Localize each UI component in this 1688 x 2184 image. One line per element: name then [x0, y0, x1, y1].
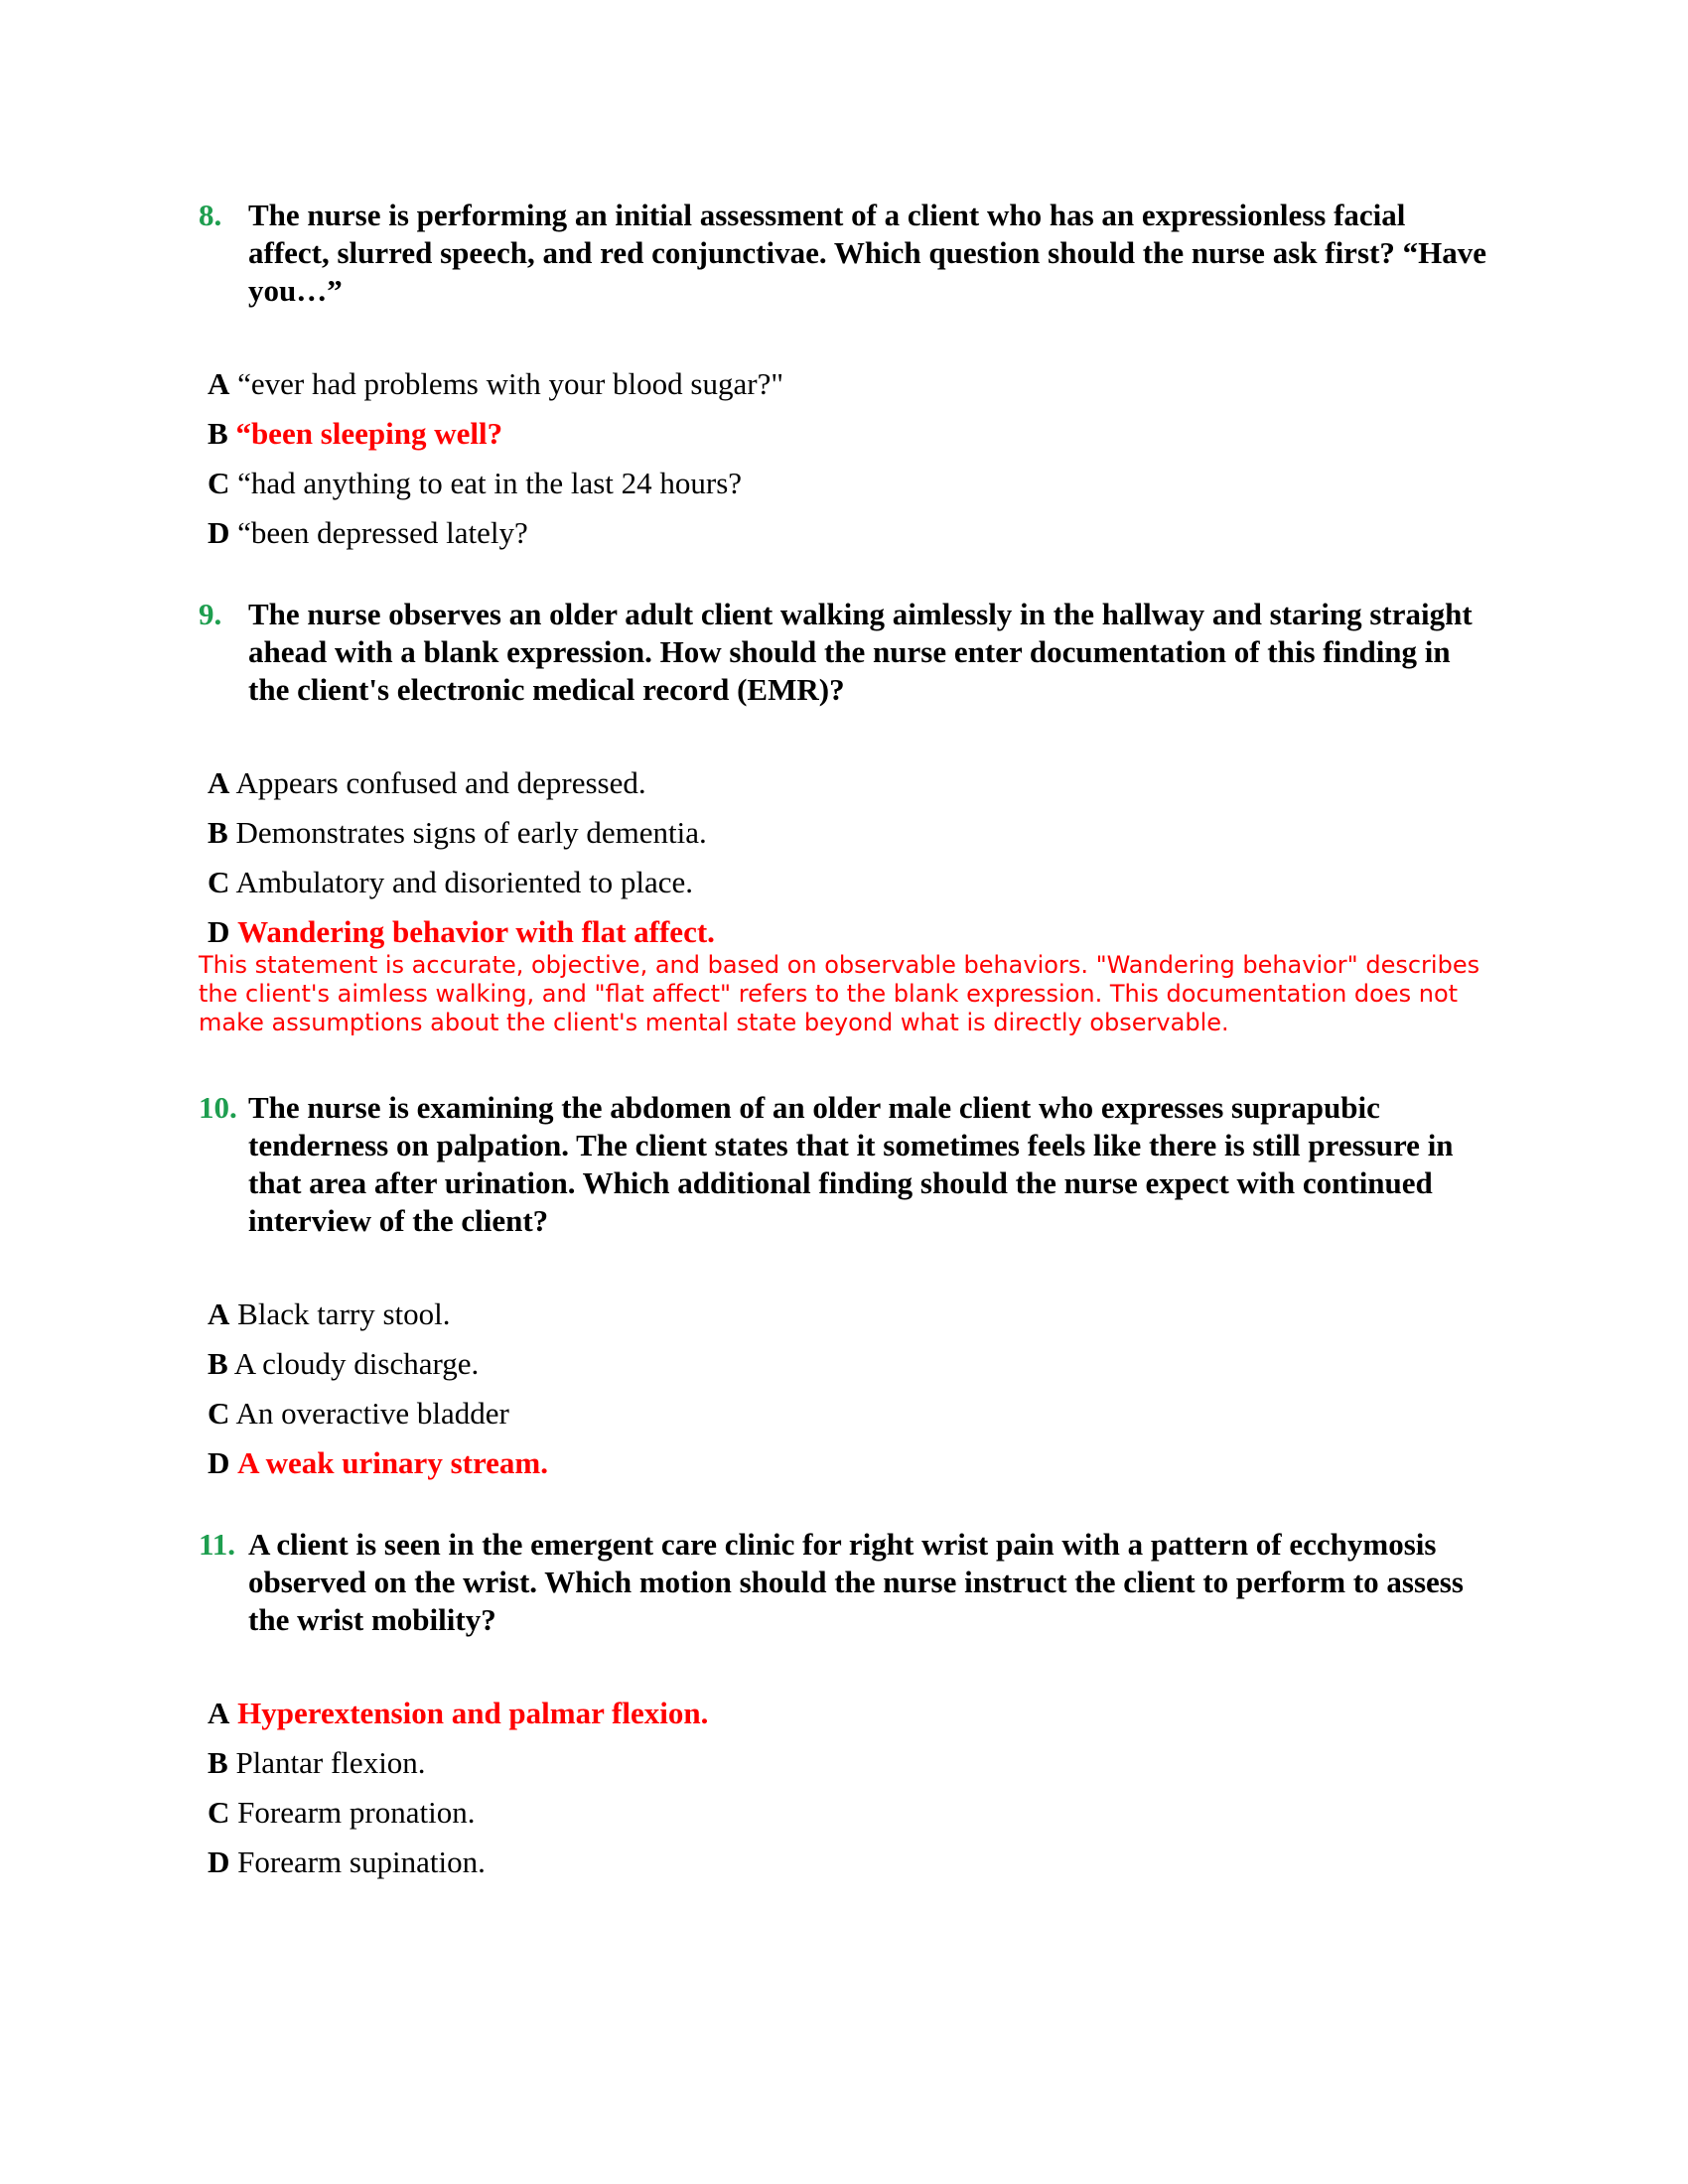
question-9 [199, 596, 1489, 1037]
option-letter: B [208, 416, 228, 451]
answer-options [199, 758, 1489, 957]
question-text: A client is seen in the emergent care clinic for right wrist pain with a pattern of ecchymosis observed on the wrist. Which motion should the nurse instruct the client to perform to assess the wrist mobility? [248, 1527, 1464, 1637]
question-number: 11. [199, 1527, 236, 1562]
question-11 [199, 1526, 1489, 1887]
option-letter: A [208, 1297, 230, 1331]
option-text: An overactive bladder [235, 1396, 509, 1431]
option-c [208, 1389, 1489, 1438]
option-text: Appears confused and depressed. [235, 765, 646, 800]
option-letter: D [208, 914, 230, 949]
option-text: “been sleeping well? [235, 416, 503, 451]
question-stem [199, 1089, 1489, 1240]
option-letter: A [208, 1696, 230, 1730]
option-letter: B [208, 1346, 228, 1381]
option-c [208, 459, 1489, 508]
option-b [208, 808, 1489, 858]
option-a-correct [208, 1689, 1489, 1738]
option-text: “had anything to eat in the last 24 hours? [237, 466, 743, 500]
option-a [208, 1290, 1489, 1339]
option-text: Wandering behavior with flat affect. [237, 914, 715, 949]
answer-options [199, 1689, 1489, 1887]
option-letter: D [208, 1844, 230, 1879]
option-d-correct [208, 1438, 1489, 1488]
option-letter: B [208, 815, 228, 850]
option-letter: A [208, 765, 230, 800]
option-letter: B [208, 1745, 228, 1780]
option-text: “been depressed lately? [237, 515, 528, 550]
option-a [208, 359, 1489, 409]
option-letter: A [208, 366, 230, 401]
question-number: 10. [199, 1090, 237, 1125]
answer-options [199, 359, 1489, 558]
option-letter: D [208, 1445, 230, 1480]
question-stem [199, 596, 1489, 709]
option-letter: C [208, 1795, 230, 1830]
option-b-correct [208, 409, 1489, 459]
option-d-correct [208, 907, 1489, 957]
question-text: The nurse is performing an initial assessment of a client who has an expressionless facial affect, slurred speech, and red conjunctivae. Which question should the nurse ask first? “Have you…” [248, 198, 1486, 308]
option-text: Black tarry stool. [237, 1297, 451, 1331]
option-b [208, 1738, 1489, 1788]
option-text: A cloudy discharge. [233, 1346, 480, 1381]
option-text: Ambulatory and disoriented to place. [235, 865, 694, 899]
option-c [208, 1788, 1489, 1838]
answer-options [199, 1290, 1489, 1488]
option-a [208, 758, 1489, 808]
option-b [208, 1339, 1489, 1389]
option-letter: C [208, 865, 230, 899]
option-d [208, 1838, 1489, 1887]
option-text: “ever had problems with your blood sugar?" [237, 366, 783, 401]
answer-explanation: This statement is accurate, objective, and based on observable behaviors. "Wandering behavior" describes the client's aimless walking, and "flat affect" refers to the blank expression. This documentation does not make assumptions about the client's mental state beyond what is directly observable. [199, 951, 1480, 1036]
option-text: Forearm pronation. [237, 1795, 476, 1830]
question-text: The nurse observes an older adult client walking aimlessly in the hallway and staring straight ahead with a blank expression. How should the nurse enter documentation of this finding in the client's electronic medical record (EMR)? [248, 597, 1473, 707]
question-8 [199, 197, 1489, 558]
option-letter: C [208, 466, 230, 500]
option-d [208, 508, 1489, 558]
question-text: The nurse is examining the abdomen of an older male client who expresses suprapubic tenderness on palpation. The client states that it sometimes feels like there is still pressure in that area after urination. Which additional finding should the nurse expect with continued interview of the client? [248, 1090, 1454, 1238]
question-stem [199, 1526, 1489, 1639]
question-number: 9. [199, 597, 222, 631]
option-c [208, 858, 1489, 907]
option-text: Demonstrates signs of early dementia. [235, 815, 707, 850]
option-letter: D [208, 515, 230, 550]
option-text: Hyperextension and palmar flexion. [237, 1696, 709, 1730]
question-stem [199, 197, 1489, 310]
question-number: 8. [199, 198, 222, 232]
option-letter: C [208, 1396, 230, 1431]
question-10 [199, 1089, 1489, 1488]
option-text: Forearm supination. [237, 1844, 486, 1879]
option-text: A weak urinary stream. [237, 1445, 548, 1480]
option-text: Plantar flexion. [235, 1745, 426, 1780]
